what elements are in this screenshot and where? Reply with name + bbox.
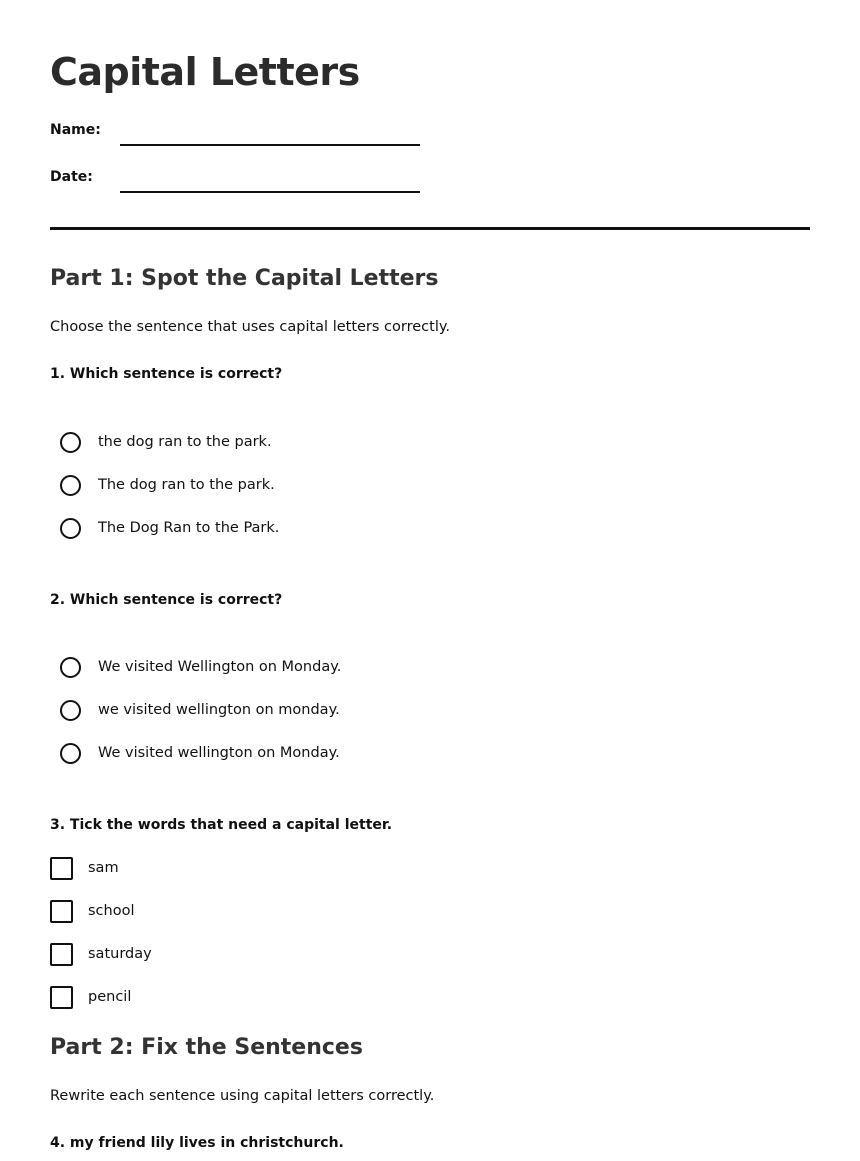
option-text: We visited Wellington on Monday.	[98, 659, 342, 675]
name-label: Name:	[50, 122, 101, 138]
q2-option-1[interactable]	[60, 654, 341, 680]
word-label: sam	[88, 860, 119, 876]
tick-word-sam[interactable]	[50, 855, 119, 881]
date-field[interactable]	[50, 165, 430, 195]
name-line[interactable]	[120, 144, 420, 146]
radio-button[interactable]	[60, 743, 81, 764]
radio-button[interactable]	[60, 657, 81, 678]
radio-button[interactable]	[60, 475, 81, 496]
q2-option-3[interactable]	[60, 740, 340, 766]
checkbox[interactable]	[50, 986, 73, 1009]
radio-button[interactable]	[60, 432, 81, 453]
tick-word-pencil[interactable]	[50, 984, 131, 1010]
word-label: school	[88, 903, 135, 919]
q1-option-2[interactable]	[60, 472, 275, 498]
option-text: The dog ran to the park.	[98, 477, 275, 493]
option-text: we visited wellington on monday.	[98, 702, 340, 718]
option-text: We visited wellington on Monday.	[98, 745, 340, 761]
option-text: the dog ran to the park.	[98, 434, 272, 450]
q1-option-1[interactable]	[60, 429, 272, 455]
date-line[interactable]	[120, 191, 420, 193]
question-2-prompt: 2. Which sentence is correct?	[50, 592, 283, 608]
radio-button[interactable]	[60, 518, 81, 539]
tick-word-school[interactable]	[50, 898, 135, 924]
page-title: Capital Letters	[50, 50, 360, 94]
word-label: saturday	[88, 946, 152, 962]
date-label: Date:	[50, 169, 93, 185]
question-4-prompt: 4. my friend lily lives in christchurch.	[50, 1135, 344, 1151]
part2-instruction: Rewrite each sentence using capital letters correctly.	[50, 1088, 435, 1104]
name-field[interactable]	[50, 118, 430, 148]
checkbox[interactable]	[50, 943, 73, 966]
q2-option-2[interactable]	[60, 697, 340, 723]
part1-title: Part 1: Spot the Capital Letters	[50, 266, 439, 291]
q1-option-3[interactable]	[60, 515, 279, 541]
question-3-prompt: 3. Tick the words that need a capital letter.	[50, 817, 393, 833]
word-label: pencil	[88, 989, 132, 1005]
radio-button[interactable]	[60, 700, 81, 721]
checkbox[interactable]	[50, 857, 73, 880]
checkbox[interactable]	[50, 900, 73, 923]
part2-title: Part 2: Fix the Sentences	[50, 1035, 363, 1060]
section-divider	[50, 227, 810, 230]
question-1-prompt: 1. Which sentence is correct?	[50, 366, 283, 382]
tick-word-saturday[interactable]	[50, 941, 152, 967]
part1-instruction: Choose the sentence that uses capital letters correctly.	[50, 319, 450, 335]
option-text: The Dog Ran to the Park.	[98, 520, 280, 536]
